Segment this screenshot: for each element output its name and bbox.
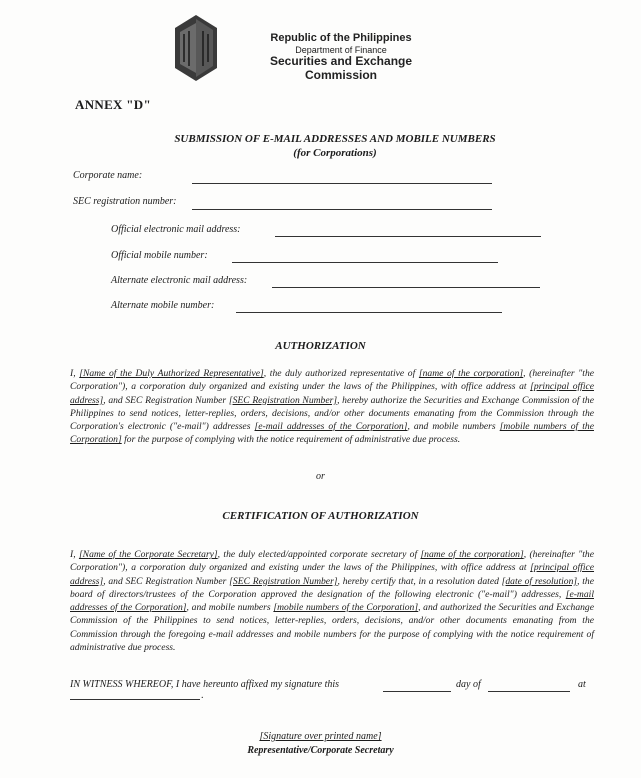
certification-heading: CERTIFICATION OF AUTHORIZATION: [222, 510, 419, 522]
certification-paragraph: I, [Name of the Corporate Secretary], the duly elected/appointed corporate secretary of [name of the corporation], (hereinafter "the Corporation"), a corporation duly organized and existing under the laws of the Philippines, with office address at [principal office address], and SEC Registration Number [SEC Registration Number], hereby certify that, in a resolution dated [date of resolution], the board of directors/trustees of the Corporation approved the designation of the following electronic ("e-mail") addresses, [e-mail addresses of the Corporation], and mobile numbers [mobile numbers of the Corporation], and authorized the Securities and Exchange Commission of the Philippines to send notices, letter-replies, orders, decisions, and/or other documents emanating from the Commission through the foregoing e-mail addresses and mobile numbers for the purpose of complying with the notice requirement of administrative due process.: [70, 549, 595, 654]
placeholder-email-addresses: [e-mail addresses of the Corporation]: [254, 421, 408, 433]
placeholder-secretary-name: [Name of the Corporate Secretary]: [78, 549, 218, 560]
placeholder-resolution-date: [date of resolution]: [501, 575, 578, 587]
placeholder-mobile-numbers: [mobile numbers of the Corporation]: [273, 602, 419, 614]
signature-role: Representative/Corporate Secretary: [247, 744, 394, 756]
letterhead-department: Department of Finance: [295, 44, 387, 55]
sec-logo: [174, 14, 218, 82]
alternate-mobile-line[interactable]: [236, 312, 502, 313]
letterhead: [236, 32, 446, 83]
witness-period: .: [201, 690, 204, 701]
authorization-heading: AUTHORIZATION: [275, 340, 366, 352]
witness-text: IN WITNESS WHEREOF, I have hereunto affixed my signature this: [70, 679, 340, 690]
alternate-email-line[interactable]: [272, 287, 540, 288]
witness-day-line[interactable]: [383, 691, 451, 692]
witness-at: at: [578, 679, 586, 690]
form-title-sub: (for Corporations): [293, 146, 377, 159]
sec-registration-label: SEC registration number:: [73, 196, 177, 207]
placeholder-mobile-numbers: [mobile numbers of the Corporation]: [70, 421, 594, 446]
placeholder-corporation-name: [name of the corporation]: [418, 368, 524, 379]
sec-registration-line[interactable]: [192, 209, 492, 210]
placeholder-representative-name: [Name of the Duly Authorized Representative]: [79, 368, 264, 379]
signature-name: [Signature over printed name]: [259, 731, 382, 742]
witness-day-of: day of: [456, 679, 481, 690]
corporate-name-line[interactable]: [192, 183, 492, 184]
placeholder-office-address: [principal office address]: [70, 381, 595, 406]
or-separator: or: [316, 471, 325, 482]
letterhead-republic: Republic of the Philippines: [270, 32, 412, 44]
authorization-paragraph: I, [Name of the Duly Authorized Representative], the duly authorized representative of [name of the corporation], (hereinafter "the Corporation"), a corporation duly organized and existing under the laws of the Philippines, with office address at [principal office address], and SEC Registration Number [SEC Registration Number], hereby authorize the Securities and Exchange Commission of the Philippines to send notices, letter-replies, orders, decisions, and/or other documents emanating from the Commission through the Corporation's electronic ("e-mail") addresses [e-mail addresses of the Corporation], and mobile numbers [mobile numbers of the Corporation] for the purpose of complying with the notice requirement of administrative due process.: [70, 368, 595, 446]
official-email-line[interactable]: [275, 236, 541, 237]
alternate-mobile-label: Alternate mobile number:: [111, 300, 215, 311]
annex-label: ANNEX "D": [75, 97, 151, 112]
witness-place-line[interactable]: [70, 699, 200, 700]
letterhead-commission: Securities and Exchange Commission: [269, 53, 413, 82]
placeholder-corporation-name: [name of the corporation]: [420, 549, 524, 560]
placeholder-email-addresses: [e-mail addresses of the Corporation]: [70, 588, 594, 614]
placeholder-sec-number: [SEC Registration Number]: [229, 575, 338, 587]
witness-month-line[interactable]: [488, 691, 570, 692]
official-email-label: Official electronic mail address:: [111, 224, 241, 235]
placeholder-office-address: [principal office address]: [70, 562, 595, 587]
form-title: [150, 133, 520, 161]
corporate-name-label: Corporate name:: [73, 170, 143, 181]
official-mobile-label: Official mobile number:: [111, 250, 208, 261]
official-mobile-line[interactable]: [232, 262, 498, 263]
placeholder-sec-number: [SEC Registration Number]: [228, 394, 338, 406]
alternate-email-label: Alternate electronic mail address:: [111, 275, 248, 286]
signature-block: [0, 730, 641, 757]
form-title-main: SUBMISSION OF E-MAIL ADDRESSES AND MOBILE NUMBERS: [174, 133, 496, 145]
